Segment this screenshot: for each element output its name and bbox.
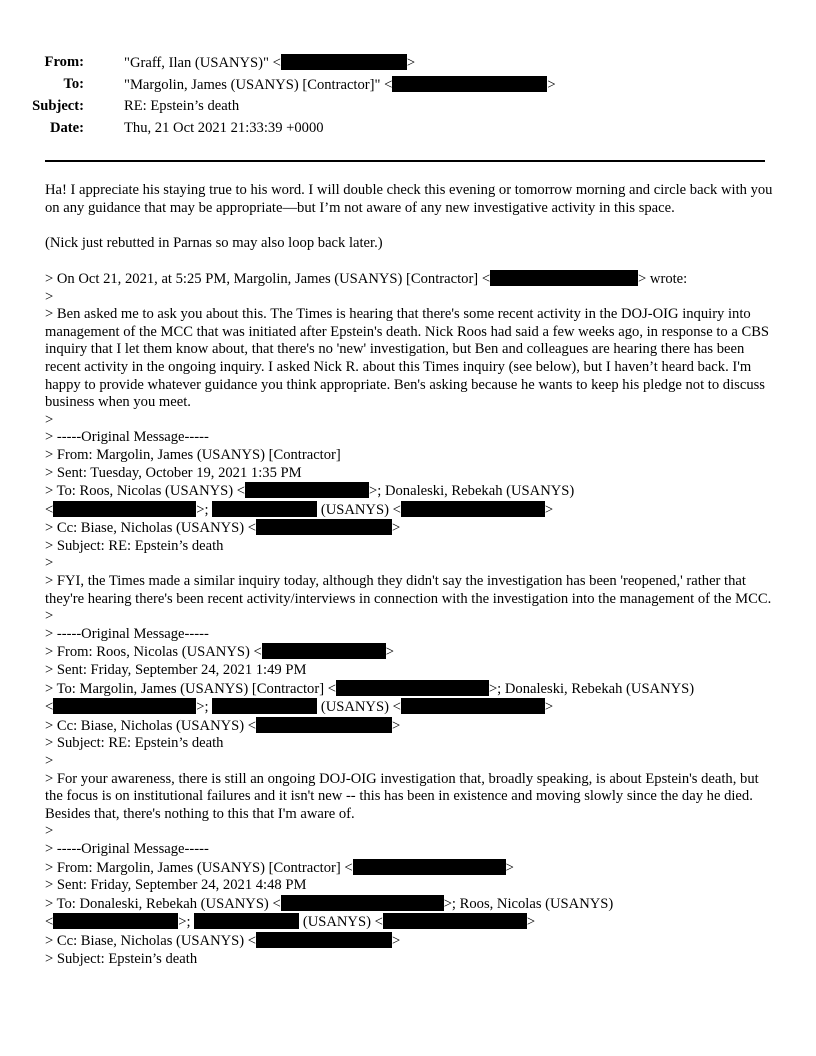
msg3-from: > From: Margolin, James (USANYS) [Contractor] < > <box>45 859 514 876</box>
msg1-sent: > Sent: Tuesday, October 19, 2021 1:35 PM <box>45 464 302 481</box>
redaction <box>401 698 545 714</box>
redaction <box>194 913 299 929</box>
from-value: "Graff, Ilan (USANYS)" < > <box>124 55 416 71</box>
original-message-marker: > -----Original Message----- <box>45 625 209 642</box>
msg1-subject: > Subject: RE: Epstein’s death <box>45 537 224 554</box>
msg1-to-cont: < >; (USANYS) < > <box>45 501 554 518</box>
date-value: Thu, 21 Oct 2021 21:33:39 +0000 <box>124 120 324 136</box>
msg3-to: > To: Donaleski, Rebekah (USANYS) < >; Roos, Nicolas (USANYS) <box>45 895 614 912</box>
redaction <box>383 913 527 929</box>
redaction <box>212 501 317 517</box>
msg3-to-cont: < >; (USANYS) < > <box>45 914 536 931</box>
redaction <box>281 895 444 911</box>
original-message-marker: > -----Original Message----- <box>45 429 209 446</box>
redaction <box>212 698 317 714</box>
msg1-from: > From: Margolin, James (USANYS) [Contractor] <box>45 446 341 463</box>
msg2-to: > To: Margolin, James (USANYS) [Contractor] < >; Donaleski, Rebekah (USANYS) <box>45 680 695 697</box>
quote-marker: > <box>45 608 54 625</box>
redaction <box>256 519 392 535</box>
redaction <box>53 501 196 517</box>
msg1-cc: > Cc: Biase, Nicholas (USANYS) < > <box>45 520 401 537</box>
quote-marker: > <box>45 555 54 572</box>
quote-marker: > <box>45 823 54 840</box>
redaction <box>353 859 506 875</box>
subject-value: RE: Epstein’s death <box>124 98 240 114</box>
msg3-cc: > Cc: Biase, Nicholas (USANYS) < > <box>45 932 401 949</box>
redaction <box>336 680 489 696</box>
msg2-sent: > Sent: Friday, September 24, 2021 1:49 PM <box>45 662 307 679</box>
to-value: "Margolin, James (USANYS) [Contractor]" < > <box>124 77 556 93</box>
from-label: From: <box>44 54 84 70</box>
header-divider <box>45 160 765 162</box>
msg2-from: > From: Roos, Nicolas (USANYS) < > <box>45 644 394 661</box>
msg2-subject: > Subject: RE: Epstein’s death <box>45 735 224 752</box>
to-label: To: <box>63 76 84 92</box>
msg1-to: > To: Roos, Nicolas (USANYS) < >; Donaleski, Rebekah (USANYS) <box>45 483 575 500</box>
redaction <box>245 482 369 498</box>
msg3-sent: > Sent: Friday, September 24, 2021 4:48 PM <box>45 877 307 894</box>
date-label: Date: <box>49 120 84 136</box>
redaction <box>53 913 178 929</box>
msg3-subject: > Subject: Epstein’s death <box>45 950 198 967</box>
redaction <box>401 501 545 517</box>
quote-intro: > On Oct 21, 2021, at 5:25 PM, Margolin, James (USANYS) [Contractor] < > wrote: <box>45 270 688 287</box>
nick-note: (Nick just rebutted in Parnas so may also loop back later.) <box>45 234 383 251</box>
redaction <box>256 932 392 948</box>
redaction <box>392 76 547 92</box>
redaction <box>281 54 407 70</box>
quote-marker: > <box>45 411 54 428</box>
quote-marker: > <box>45 288 54 305</box>
redaction <box>262 643 386 659</box>
msg2-paragraph: > For your awareness, there is still an ongoing DOJ-OIG investigation that, broadly speaking, is about Epstein's death, but the focus is on institutional failures and it isn't new -- this has been in existence and moving slowly since the day he died. Besides that, there's nothing to this that I'm aware of. <box>45 770 759 822</box>
quote-paragraph: > Ben asked me to ask you about this. The Times is hearing that there's some recent activity in the DOJ-OIG inquiry into management of the MCC that was initiated after Epstein's death. Nick Roos had said a few weeks ago, in response to a CBS inquiry that I let them know about, that there's no 'new' investigation, but Ben and colleagues are hearing there has been recent activity in the ongoing inquiry. I asked Nick R. about this Times inquiry (see below), but I haven’t heard back. I'm happy to provide whatever guidance you think appropriate. Ben's asking because he wants to keep his pledge not to discuss business when you meet. <box>45 306 770 411</box>
redaction <box>53 698 196 714</box>
msg1-paragraph: > FYI, the Times made a similar inquiry today, although they didn't say the investigation has been 'reopened,' rather that they're hearing there's been recent activity/interviews in connection with the investigation into the management of the MCC. <box>45 573 772 607</box>
original-message-marker: > -----Original Message----- <box>45 840 209 857</box>
msg2-cc: > Cc: Biase, Nicholas (USANYS) < > <box>45 717 401 734</box>
redaction <box>490 270 638 286</box>
msg2-to-cont: < >; (USANYS) < > <box>45 699 554 716</box>
redaction <box>256 717 392 733</box>
quote-marker: > <box>45 753 54 769</box>
email-body <box>45 182 773 968</box>
reply-paragraph: Ha! I appreciate his staying true to his word. I will double check this evening or tomorrow morning and circle back with you on any guidance that may be appropriate—but I’m not aware of any new investigative activity in this space. <box>45 182 773 216</box>
subject-label: Subject: <box>32 98 84 114</box>
